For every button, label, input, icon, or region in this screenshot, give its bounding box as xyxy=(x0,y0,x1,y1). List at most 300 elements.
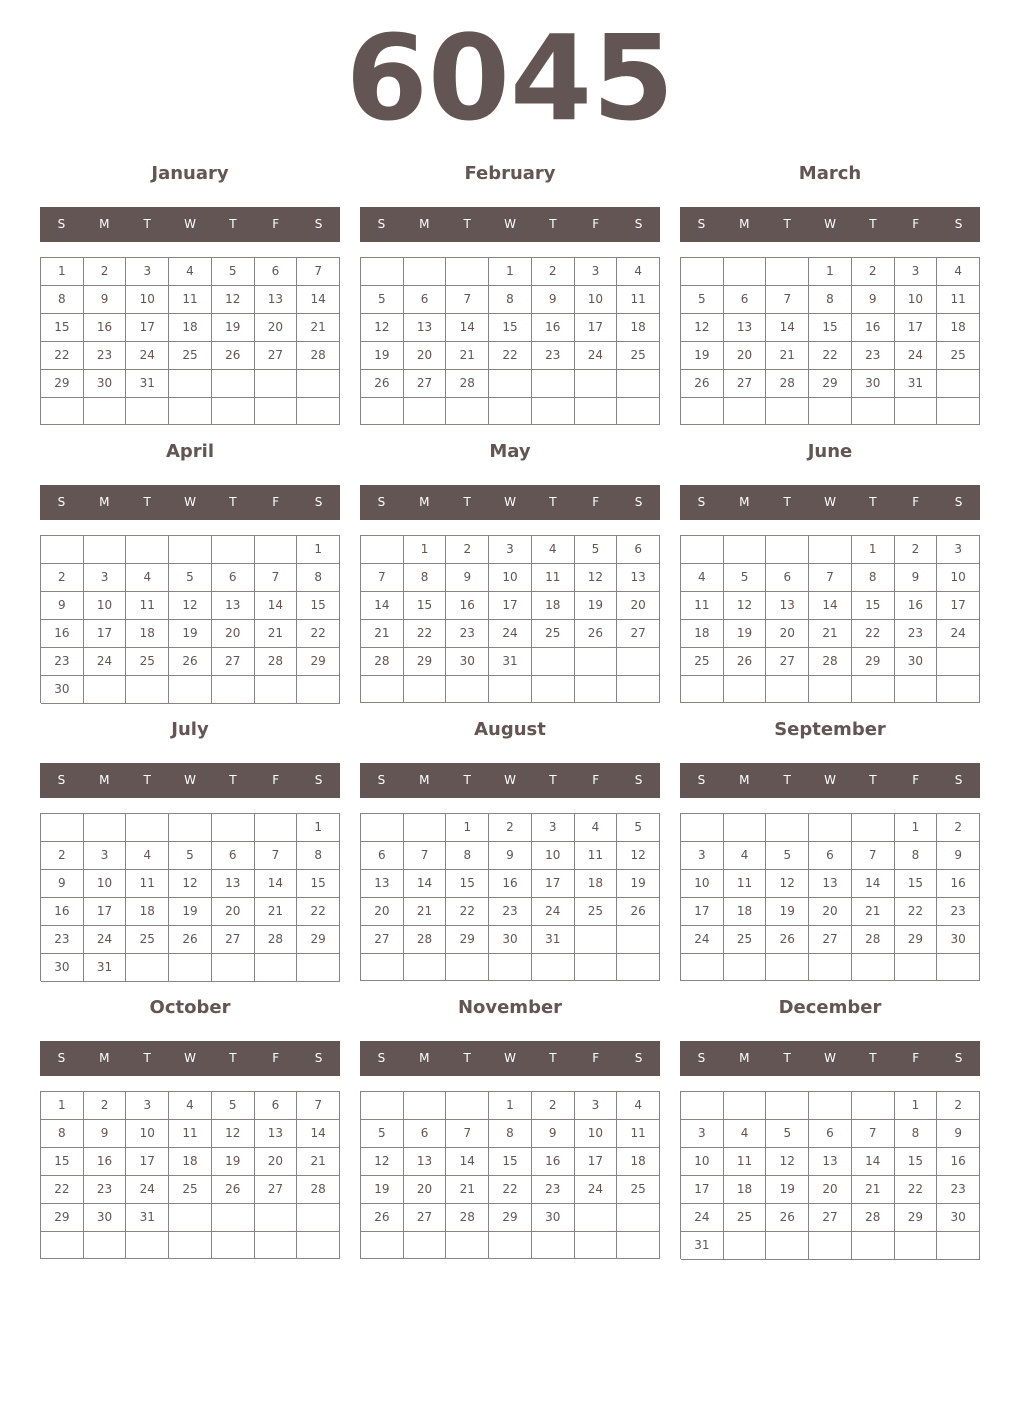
day-cell: 27 xyxy=(255,1176,298,1204)
day-cell: 23 xyxy=(532,1176,575,1204)
day-cell: 15 xyxy=(489,1148,532,1176)
day-cell: 23 xyxy=(41,926,84,954)
day-cell: 3 xyxy=(126,1092,169,1120)
day-cell: 15 xyxy=(446,870,489,898)
day-cell: 1 xyxy=(41,1092,84,1120)
empty-day-cell xyxy=(575,1232,618,1259)
weekday-label: W xyxy=(184,1051,196,1065)
day-cell: 7 xyxy=(361,564,404,592)
day-cell: 22 xyxy=(41,1176,84,1204)
day-cell: 1 xyxy=(41,258,84,286)
day-cell: 23 xyxy=(41,648,84,676)
day-cell: 8 xyxy=(446,842,489,870)
empty-day-cell xyxy=(766,814,809,842)
day-cell: 1 xyxy=(446,814,489,842)
day-cell: 9 xyxy=(852,286,895,314)
day-cell: 24 xyxy=(126,342,169,370)
day-cell: 5 xyxy=(681,286,724,314)
empty-day-cell xyxy=(169,676,212,704)
empty-day-cell xyxy=(852,398,895,425)
day-cell: 22 xyxy=(895,1176,938,1204)
day-cell: 5 xyxy=(169,564,212,592)
day-cell: 15 xyxy=(895,1148,938,1176)
empty-day-cell xyxy=(575,676,618,703)
day-cell: 23 xyxy=(446,620,489,648)
day-cell: 18 xyxy=(126,620,169,648)
day-cell: 8 xyxy=(489,1120,532,1148)
day-cell: 13 xyxy=(255,286,298,314)
day-cell: 17 xyxy=(937,592,980,620)
day-cell: 10 xyxy=(575,1120,618,1148)
day-cell: 21 xyxy=(766,342,809,370)
empty-day-cell xyxy=(212,1204,255,1232)
empty-day-cell xyxy=(532,954,575,981)
day-cell: 27 xyxy=(404,1204,447,1232)
empty-day-cell xyxy=(852,1232,895,1260)
day-cell: 8 xyxy=(41,1120,84,1148)
day-cell: 30 xyxy=(532,1204,575,1232)
day-cell: 15 xyxy=(41,314,84,342)
day-cell: 20 xyxy=(617,592,660,620)
day-cell: 31 xyxy=(895,370,938,398)
weekday-label: S xyxy=(954,217,963,231)
day-cell: 11 xyxy=(169,1120,212,1148)
day-cell: 22 xyxy=(297,620,340,648)
day-cell: 4 xyxy=(532,536,575,564)
day-cell: 22 xyxy=(489,342,532,370)
day-cell: 26 xyxy=(169,648,212,676)
empty-day-cell xyxy=(446,398,489,425)
day-cell: 16 xyxy=(532,1148,575,1176)
empty-day-cell xyxy=(126,814,169,842)
day-cell: 9 xyxy=(895,564,938,592)
day-cell: 5 xyxy=(361,286,404,314)
day-cell: 1 xyxy=(852,536,895,564)
day-cell: 2 xyxy=(41,842,84,870)
day-cell: 29 xyxy=(852,648,895,676)
empty-day-cell xyxy=(446,1092,489,1120)
weekday-header xyxy=(360,763,660,798)
day-cell: 25 xyxy=(169,342,212,370)
weekday-header xyxy=(360,207,660,242)
day-cell: 31 xyxy=(532,926,575,954)
day-cell: 28 xyxy=(297,342,340,370)
day-cell: 27 xyxy=(809,926,852,954)
day-cell: 10 xyxy=(84,870,127,898)
weekday-label: W xyxy=(824,217,836,231)
day-cell: 14 xyxy=(255,592,298,620)
weekday-label: T xyxy=(783,1051,791,1065)
day-cell: 18 xyxy=(169,1148,212,1176)
weekday-label: T xyxy=(869,495,877,509)
day-cell: 25 xyxy=(681,648,724,676)
empty-day-cell xyxy=(937,398,980,425)
day-cell: 28 xyxy=(255,926,298,954)
empty-day-cell xyxy=(212,370,255,398)
day-cell: 24 xyxy=(575,342,618,370)
day-cell: 30 xyxy=(852,370,895,398)
day-cell: 27 xyxy=(212,648,255,676)
empty-day-cell xyxy=(489,1232,532,1259)
day-cell: 7 xyxy=(809,564,852,592)
day-cell: 27 xyxy=(809,1204,852,1232)
day-cell: 6 xyxy=(361,842,404,870)
empty-day-cell xyxy=(297,1232,340,1259)
day-cell: 29 xyxy=(895,926,938,954)
weekday-label: T xyxy=(869,773,877,787)
empty-day-cell xyxy=(297,954,340,982)
empty-day-cell xyxy=(809,1232,852,1260)
weekday-label: T xyxy=(229,495,237,509)
day-cell: 8 xyxy=(297,564,340,592)
weekday-label: W xyxy=(184,495,196,509)
day-cell: 12 xyxy=(361,314,404,342)
empty-day-cell xyxy=(617,370,660,398)
weekday-label: S xyxy=(634,495,643,509)
weekday-label: T xyxy=(143,217,151,231)
day-cell: 31 xyxy=(126,1204,169,1232)
weekday-label: T xyxy=(143,495,151,509)
day-cell: 10 xyxy=(681,1148,724,1176)
weekday-label: F xyxy=(592,495,600,509)
day-cell: 19 xyxy=(212,314,255,342)
day-cell: 20 xyxy=(255,1148,298,1176)
weekday-label: S xyxy=(377,1051,386,1065)
day-cell: 8 xyxy=(852,564,895,592)
day-cell: 18 xyxy=(724,898,767,926)
day-cell: 26 xyxy=(724,648,767,676)
weekday-label: S xyxy=(377,773,386,787)
empty-day-cell xyxy=(404,1232,447,1259)
day-cell: 12 xyxy=(766,870,809,898)
day-cell: 13 xyxy=(766,592,809,620)
weekday-label: T xyxy=(549,495,557,509)
empty-day-cell xyxy=(937,370,980,398)
day-cell: 5 xyxy=(169,842,212,870)
weekday-label: S xyxy=(377,217,386,231)
empty-day-cell xyxy=(809,814,852,842)
empty-day-cell xyxy=(681,676,724,703)
empty-day-cell xyxy=(681,258,724,286)
day-cell: 6 xyxy=(809,1120,852,1148)
day-cell: 16 xyxy=(489,870,532,898)
empty-day-cell xyxy=(766,1232,809,1260)
day-cell: 5 xyxy=(617,814,660,842)
day-cell: 4 xyxy=(617,1092,660,1120)
day-cell: 4 xyxy=(169,1092,212,1120)
day-cell: 5 xyxy=(724,564,767,592)
day-cell: 16 xyxy=(852,314,895,342)
empty-day-cell xyxy=(446,676,489,703)
day-cell: 11 xyxy=(724,870,767,898)
day-cell: 25 xyxy=(724,926,767,954)
day-cell: 16 xyxy=(895,592,938,620)
day-cell: 9 xyxy=(446,564,489,592)
empty-day-cell xyxy=(169,1204,212,1232)
day-cell: 23 xyxy=(937,1176,980,1204)
day-cell: 17 xyxy=(489,592,532,620)
day-cell: 16 xyxy=(84,1148,127,1176)
day-cell: 17 xyxy=(84,898,127,926)
day-cell: 11 xyxy=(617,1120,660,1148)
day-cell: 13 xyxy=(724,314,767,342)
empty-day-cell xyxy=(84,536,127,564)
weekday-label: W xyxy=(184,773,196,787)
empty-day-cell xyxy=(724,258,767,286)
day-cell: 4 xyxy=(681,564,724,592)
day-cell: 22 xyxy=(489,1176,532,1204)
day-grid xyxy=(40,535,340,703)
empty-day-cell xyxy=(126,536,169,564)
weekday-label: S xyxy=(314,217,323,231)
day-cell: 9 xyxy=(937,842,980,870)
day-cell: 11 xyxy=(126,870,169,898)
day-cell: 4 xyxy=(169,258,212,286)
day-cell: 7 xyxy=(852,842,895,870)
empty-day-cell xyxy=(617,648,660,676)
day-cell: 8 xyxy=(404,564,447,592)
day-grid xyxy=(680,813,980,981)
weekday-label: F xyxy=(592,217,600,231)
day-cell: 6 xyxy=(212,842,255,870)
day-grid xyxy=(40,813,340,981)
calendar-year-title: 6045 xyxy=(345,9,675,147)
day-cell: 26 xyxy=(681,370,724,398)
empty-day-cell xyxy=(404,814,447,842)
day-cell: 10 xyxy=(126,1120,169,1148)
month-title: July xyxy=(171,719,209,740)
day-cell: 6 xyxy=(212,564,255,592)
empty-day-cell xyxy=(937,1232,980,1260)
day-cell: 5 xyxy=(575,536,618,564)
day-cell: 16 xyxy=(446,592,489,620)
empty-day-cell xyxy=(297,370,340,398)
weekday-label: M xyxy=(419,773,430,787)
weekday-label: S xyxy=(697,773,706,787)
day-cell: 23 xyxy=(84,342,127,370)
day-cell: 1 xyxy=(297,536,340,564)
empty-day-cell xyxy=(489,398,532,425)
day-cell: 1 xyxy=(404,536,447,564)
day-cell: 12 xyxy=(212,286,255,314)
day-cell: 11 xyxy=(126,592,169,620)
empty-day-cell xyxy=(126,676,169,704)
empty-day-cell xyxy=(681,814,724,842)
day-cell: 22 xyxy=(404,620,447,648)
day-cell: 27 xyxy=(212,926,255,954)
empty-day-cell xyxy=(212,676,255,704)
day-cell: 18 xyxy=(532,592,575,620)
weekday-label: F xyxy=(272,1051,280,1065)
empty-day-cell xyxy=(681,398,724,425)
day-cell: 18 xyxy=(169,314,212,342)
day-cell: 25 xyxy=(126,926,169,954)
day-cell: 17 xyxy=(575,1148,618,1176)
day-cell: 4 xyxy=(724,842,767,870)
day-cell: 12 xyxy=(681,314,724,342)
day-grid xyxy=(360,535,660,703)
empty-day-cell xyxy=(41,398,84,425)
day-cell: 2 xyxy=(532,258,575,286)
day-cell: 26 xyxy=(169,926,212,954)
day-cell: 17 xyxy=(84,620,127,648)
day-cell: 13 xyxy=(404,1148,447,1176)
day-cell: 16 xyxy=(532,314,575,342)
day-cell: 2 xyxy=(532,1092,575,1120)
empty-day-cell xyxy=(809,398,852,425)
month-title: October xyxy=(149,997,231,1018)
weekday-label: S xyxy=(634,1051,643,1065)
day-cell: 7 xyxy=(255,564,298,592)
weekday-label: F xyxy=(272,217,280,231)
empty-day-cell xyxy=(404,258,447,286)
empty-day-cell xyxy=(532,398,575,425)
day-cell: 11 xyxy=(937,286,980,314)
empty-day-cell xyxy=(361,676,404,703)
day-cell: 29 xyxy=(297,648,340,676)
day-cell: 12 xyxy=(212,1120,255,1148)
day-cell: 13 xyxy=(212,592,255,620)
weekday-label: M xyxy=(99,773,110,787)
empty-day-cell xyxy=(255,370,298,398)
weekday-label: S xyxy=(377,495,386,509)
day-cell: 3 xyxy=(681,842,724,870)
empty-day-cell xyxy=(297,398,340,425)
day-cell: 3 xyxy=(895,258,938,286)
day-cell: 7 xyxy=(446,1120,489,1148)
day-cell: 19 xyxy=(617,870,660,898)
day-cell: 14 xyxy=(255,870,298,898)
day-cell: 6 xyxy=(809,842,852,870)
day-cell: 19 xyxy=(766,898,809,926)
day-grid xyxy=(680,257,980,425)
day-cell: 16 xyxy=(84,314,127,342)
weekday-label: W xyxy=(504,773,516,787)
empty-day-cell xyxy=(169,398,212,425)
day-cell: 22 xyxy=(41,342,84,370)
weekday-header xyxy=(680,1041,980,1076)
weekday-label: S xyxy=(57,773,66,787)
month-title: November xyxy=(457,997,563,1018)
day-cell: 20 xyxy=(255,314,298,342)
empty-day-cell xyxy=(724,536,767,564)
day-cell: 29 xyxy=(489,1204,532,1232)
empty-day-cell xyxy=(766,676,809,703)
month-title: September xyxy=(774,719,886,740)
day-cell: 12 xyxy=(724,592,767,620)
day-cell: 7 xyxy=(297,1092,340,1120)
day-cell: 29 xyxy=(404,648,447,676)
day-cell: 12 xyxy=(361,1148,404,1176)
day-grid xyxy=(360,1091,660,1259)
weekday-label: M xyxy=(419,1051,430,1065)
weekday-label: F xyxy=(592,1051,600,1065)
day-cell: 15 xyxy=(852,592,895,620)
weekday-label: T xyxy=(783,773,791,787)
day-cell: 25 xyxy=(575,898,618,926)
empty-day-cell xyxy=(489,954,532,981)
day-cell: 20 xyxy=(809,1176,852,1204)
day-cell: 22 xyxy=(809,342,852,370)
empty-day-cell xyxy=(766,258,809,286)
empty-day-cell xyxy=(852,814,895,842)
empty-day-cell xyxy=(84,1232,127,1259)
empty-day-cell xyxy=(404,676,447,703)
empty-day-cell xyxy=(617,1232,660,1259)
day-cell: 24 xyxy=(84,926,127,954)
day-cell: 4 xyxy=(126,842,169,870)
day-cell: 13 xyxy=(404,314,447,342)
empty-day-cell xyxy=(681,1092,724,1120)
day-cell: 23 xyxy=(895,620,938,648)
day-cell: 15 xyxy=(895,870,938,898)
empty-day-cell xyxy=(446,258,489,286)
weekday-label: M xyxy=(99,1051,110,1065)
day-cell: 12 xyxy=(169,592,212,620)
day-cell: 22 xyxy=(297,898,340,926)
day-cell: 14 xyxy=(297,1120,340,1148)
empty-day-cell xyxy=(126,954,169,982)
day-cell: 19 xyxy=(361,1176,404,1204)
day-cell: 19 xyxy=(766,1176,809,1204)
weekday-label: S xyxy=(314,1051,323,1065)
empty-day-cell xyxy=(41,814,84,842)
day-cell: 22 xyxy=(446,898,489,926)
day-cell: 21 xyxy=(446,1176,489,1204)
day-cell: 28 xyxy=(446,370,489,398)
empty-day-cell xyxy=(361,536,404,564)
day-cell: 6 xyxy=(766,564,809,592)
day-cell: 9 xyxy=(41,870,84,898)
empty-day-cell xyxy=(724,1232,767,1260)
empty-day-cell xyxy=(361,398,404,425)
day-cell: 19 xyxy=(575,592,618,620)
empty-day-cell xyxy=(255,676,298,704)
day-cell: 19 xyxy=(724,620,767,648)
day-cell: 14 xyxy=(809,592,852,620)
day-cell: 17 xyxy=(681,898,724,926)
weekday-label: T xyxy=(463,773,471,787)
weekday-label: M xyxy=(99,217,110,231)
day-cell: 24 xyxy=(937,620,980,648)
empty-day-cell xyxy=(489,676,532,703)
weekday-label: W xyxy=(504,495,516,509)
empty-day-cell xyxy=(212,398,255,425)
day-cell: 25 xyxy=(532,620,575,648)
day-cell: 25 xyxy=(724,1204,767,1232)
empty-day-cell xyxy=(489,370,532,398)
empty-day-cell xyxy=(169,1232,212,1259)
empty-day-cell xyxy=(895,954,938,981)
day-cell: 28 xyxy=(852,926,895,954)
day-cell: 5 xyxy=(766,1120,809,1148)
weekday-header xyxy=(360,485,660,520)
empty-day-cell xyxy=(809,536,852,564)
day-cell: 15 xyxy=(489,314,532,342)
day-cell: 30 xyxy=(489,926,532,954)
day-cell: 31 xyxy=(126,370,169,398)
weekday-label: F xyxy=(912,773,920,787)
day-cell: 21 xyxy=(809,620,852,648)
empty-day-cell xyxy=(297,1204,340,1232)
month-title: March xyxy=(798,163,862,184)
day-cell: 12 xyxy=(169,870,212,898)
day-cell: 24 xyxy=(489,620,532,648)
day-cell: 26 xyxy=(212,1176,255,1204)
day-cell: 21 xyxy=(446,342,489,370)
weekday-label: S xyxy=(57,495,66,509)
day-cell: 2 xyxy=(937,814,980,842)
